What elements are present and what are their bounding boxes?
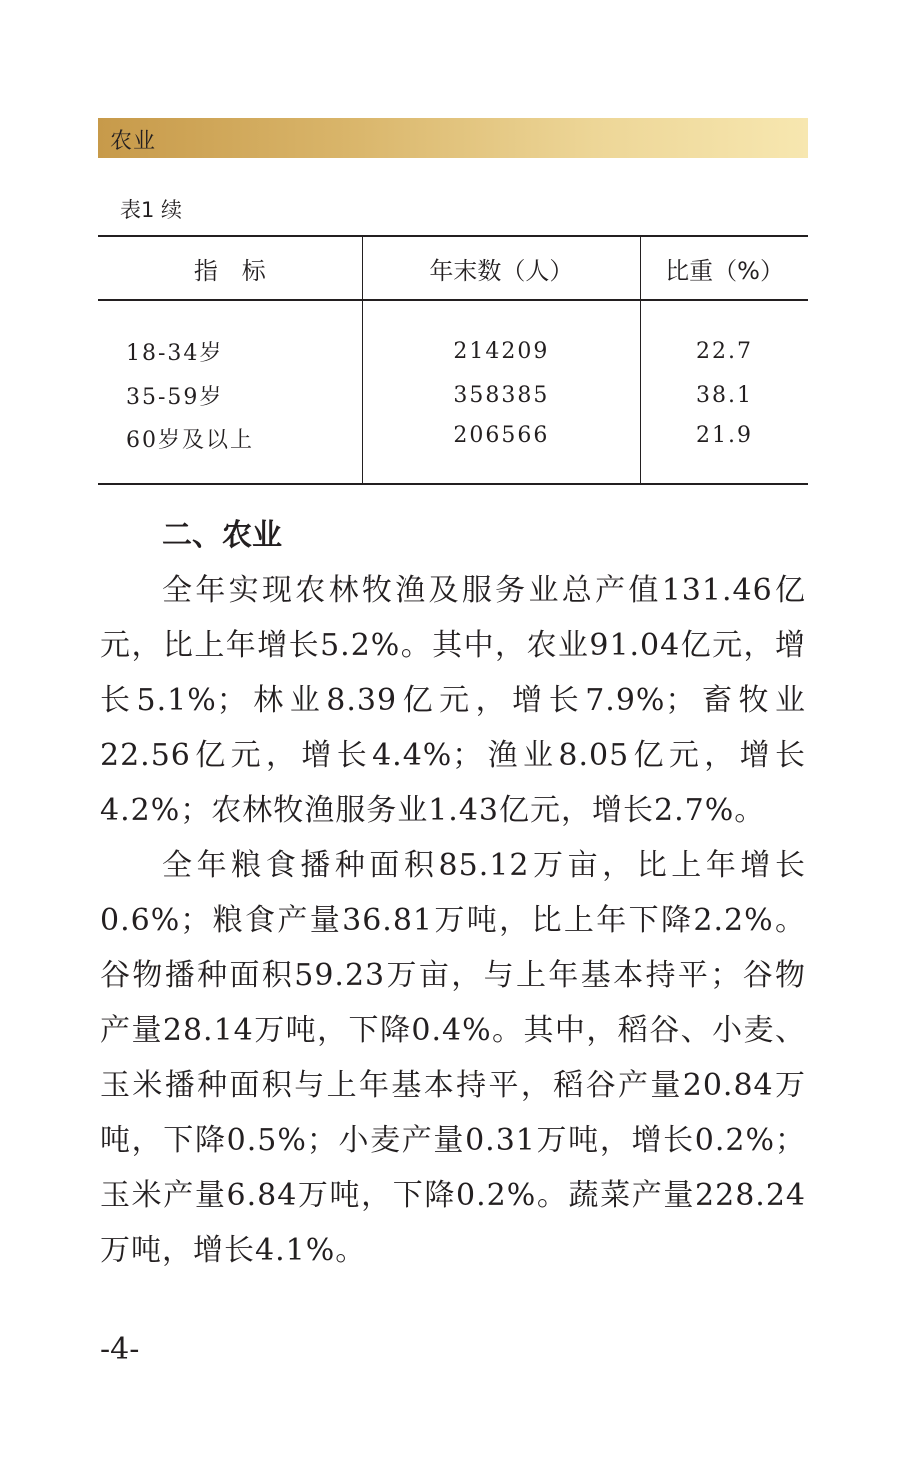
section-heading: 二、农业 xyxy=(162,518,282,553)
header-year-end-count: 年末数（人） xyxy=(362,236,640,300)
header-indicator: 指 标 xyxy=(98,236,362,300)
row-share: 21.9 xyxy=(641,417,808,484)
paragraph-output-value: 全年实现农林牧渔及服务业总产值131.46亿元，比上年增长5.2%。其中，农业91.04亿元，增长5.1%；林业8.39亿元，增长7.9%；畜牧业22.56亿元，增长4.4%；渔业8.05亿元，增长4.2%；农林牧渔服务业1.43亿元，增长2.7%。 xyxy=(100,573,806,828)
row-share: 22.7 xyxy=(696,338,754,364)
row-share: 38.1 xyxy=(696,382,754,408)
row-label: 18-34岁 xyxy=(126,340,224,366)
table-caption: 表1 续 xyxy=(120,198,183,222)
table-row xyxy=(98,329,808,373)
table-header-row xyxy=(98,236,808,300)
banner-title: 农业 xyxy=(110,129,157,154)
header-share: 比重（%） xyxy=(641,236,808,300)
row-label: 60岁及以上 xyxy=(98,417,362,484)
row-count: 214209 xyxy=(362,329,640,373)
table-row xyxy=(98,417,808,484)
row-count: 358385 xyxy=(362,373,640,417)
table-row xyxy=(98,373,808,417)
row-label: 35-59岁 xyxy=(126,384,224,410)
table-spacer-row xyxy=(98,300,808,329)
page-number: -4- xyxy=(100,1332,140,1367)
paragraph-grain-production: 全年粮食播种面积85.12万亩，比上年增长0.6%；粮食产量36.81万吨，比上年下降2.2%。谷物播种面积59.23万亩，与上年基本持平；谷物产量28.14万吨，下降0.4%。其中，稻谷、小麦、玉米播种面积与上年基本持平，稻谷产量20.84万吨，下降0.5%；小麦产量0.31万吨，增长0.2%；玉米产量6.84万吨，下降0.2%。蔬菜产量228.24万吨，增长4.1%。 xyxy=(100,848,806,1268)
row-count: 206566 xyxy=(362,417,640,484)
section-banner xyxy=(98,118,808,158)
population-table xyxy=(98,235,808,485)
